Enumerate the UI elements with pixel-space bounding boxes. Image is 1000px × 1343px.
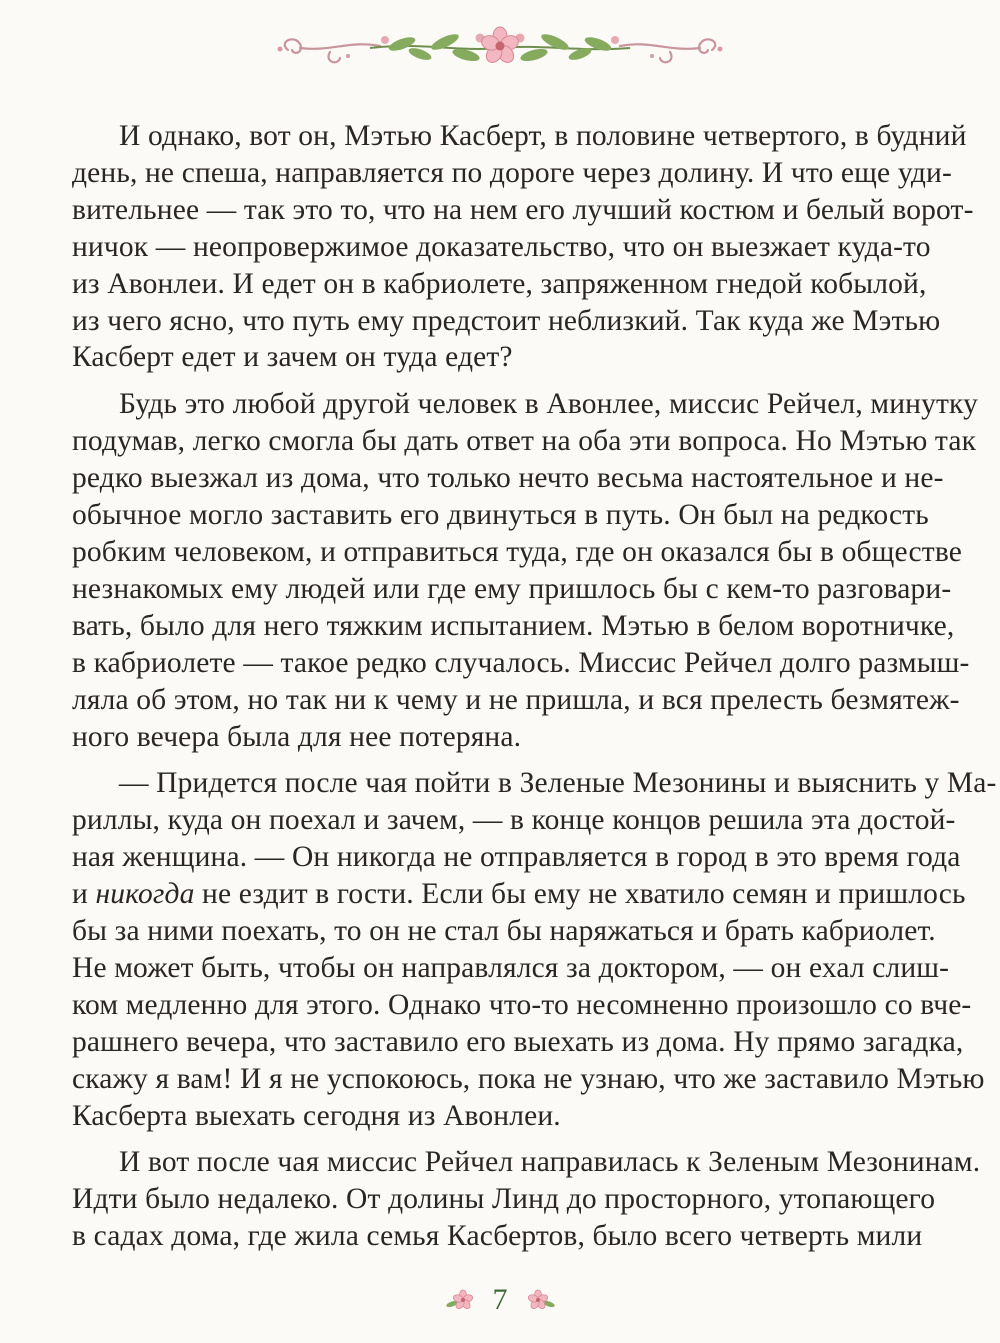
text-line: Будь это любой другой человек в Авонлее, миссис Рейчел, минутку bbox=[119, 388, 978, 421]
text-line: — Придется после чая пойти в Зеленые Мезонины и выяснить у Ма- bbox=[119, 767, 997, 800]
text-line: И вот после чая миссис Рейчел направилась к Зеленым Мезонинам. bbox=[119, 1146, 981, 1179]
page-number: 7 bbox=[492, 1283, 508, 1316]
text-line: ком медленно для этого. Однако что-то несомненно произошло со вче- bbox=[72, 988, 972, 1021]
flower-icon bbox=[445, 1288, 475, 1312]
emphasized-word: никогда bbox=[95, 878, 195, 911]
text-line: подумав, легко смогла бы дать ответ на оба эти вопроса. Но Мэтью так bbox=[72, 425, 977, 458]
text-line: ничок — неопровержимое доказательство, что он выезжает куда-то bbox=[72, 230, 931, 263]
paragraph-3 bbox=[72, 765, 997, 1134]
text-line: скажу я вам! И я не успокоюсь, пока не узнаю, что же заставило Мэтью bbox=[72, 1062, 985, 1095]
text-line: И однако, вот он, Мэтью Касберт, в половине четвертого, в будний bbox=[119, 120, 967, 152]
flower-icon bbox=[526, 1288, 556, 1312]
paragraph-1 bbox=[72, 118, 974, 376]
text-line: день, не спеша, направляется по дороге через долину. И что еще уди- bbox=[72, 156, 952, 189]
text-line: рашнего вечера, что заставило его выехать из дома. Ну прямо загадка, bbox=[72, 1025, 964, 1058]
text-line-italic bbox=[72, 876, 966, 913]
text-line: риллы, куда он поехал и зачем, — в конце концов решила эта достой- bbox=[72, 804, 956, 837]
text-line: Идти было недалеко. От долины Линд до просторного, утопающего bbox=[72, 1183, 936, 1216]
text-line: ного вечера была для нее потеряна. bbox=[72, 720, 522, 753]
text-line: из Авонлеи. И едет он в кабриолете, запряженном гнедой кобылой, bbox=[72, 267, 927, 300]
page-body bbox=[72, 118, 997, 1265]
text-line: из чего ясно, что путь ему предстоит неблизкий. Так куда же Мэтью bbox=[72, 304, 941, 337]
text-line: ляла об этом, но так ни к чему и не пришла, и вся прелесть безмятеж- bbox=[72, 683, 960, 716]
text-line: редко выезжал из дома, что только нечто весьма настоятельное и не- bbox=[72, 462, 944, 495]
text-line: незнакомых ему людей или где ему пришлось бы с кем-то разговари- bbox=[72, 572, 952, 605]
text-line: вительнее — так это то, что на нем его лучший костюм и белый ворот- bbox=[72, 193, 974, 226]
text-line: обычное могло заставить его двинуться в путь. Он был на редкость bbox=[72, 499, 929, 532]
text-line: Касберта выехать сегодня из Авонлеи. bbox=[72, 1099, 561, 1132]
text-line: Касберт едет и зачем он туда едет? bbox=[72, 341, 513, 374]
text-line: в садах дома, где жила семья Касбертов, было всего четверть мили bbox=[72, 1220, 923, 1253]
text-line: в кабриолете — такое редко случалось. Миссис Рейчел долго размыш- bbox=[72, 646, 970, 679]
text-line: ная женщина. — Он никогда не отправляется в город в это время года bbox=[72, 841, 961, 874]
page-footer bbox=[0, 1280, 1000, 1320]
text-line: вать, было для него тяжким испытанием. Мэтью в белом воротничке, bbox=[72, 609, 955, 642]
text-line: Не может быть, чтобы он направлялся за доктором, — он ехал слиш- bbox=[72, 951, 950, 984]
paragraph-2 bbox=[72, 386, 978, 755]
text-fragment: и bbox=[72, 878, 96, 911]
paragraph-4 bbox=[72, 1144, 981, 1255]
text-fragment: не ездит в гости. Если бы ему не хватило семян и пришлось bbox=[194, 878, 966, 911]
text-line: бы за ними поехать, то он не стал бы наряжаться и брать кабриолет. bbox=[72, 915, 936, 948]
floral-ornament-icon bbox=[270, 22, 730, 72]
text-line: робким человеком, и отправиться туда, где он оказался бы в обществе bbox=[72, 535, 962, 568]
